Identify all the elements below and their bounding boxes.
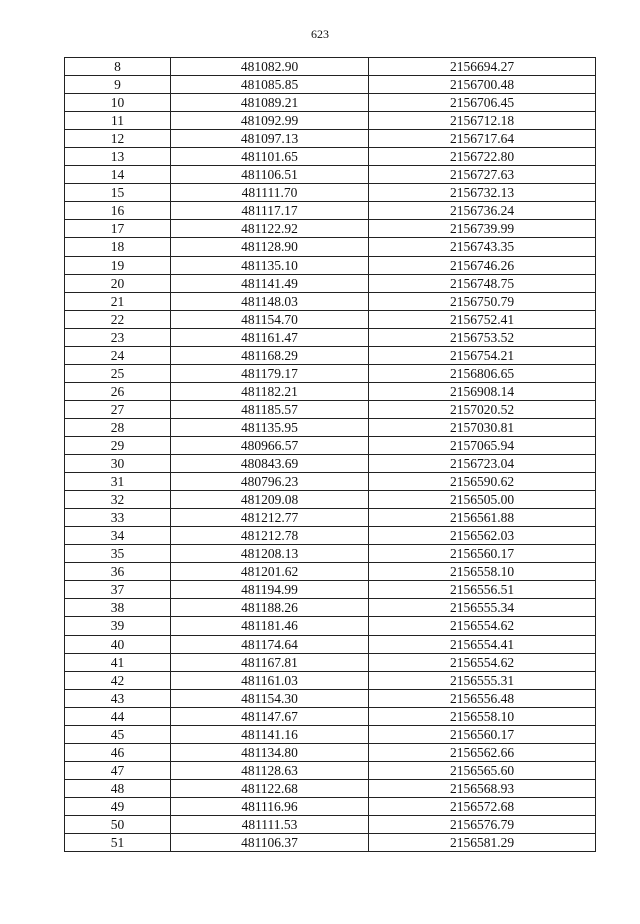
- table-row: [65, 581, 596, 599]
- y-coordinate-cell: 2156712.18: [369, 112, 596, 130]
- table-row: [65, 418, 596, 436]
- point-number-cell: 19: [65, 256, 171, 274]
- table-row: [65, 220, 596, 238]
- point-number-cell: 29: [65, 436, 171, 454]
- table-row: [65, 148, 596, 166]
- y-coordinate-cell: 2156746.26: [369, 256, 596, 274]
- point-number-cell: 20: [65, 274, 171, 292]
- x-coordinate-cell: 480843.69: [171, 455, 369, 473]
- x-coordinate-cell: 481194.99: [171, 581, 369, 599]
- point-number-cell: 21: [65, 292, 171, 310]
- table-row: [65, 617, 596, 635]
- y-coordinate-cell: 2156560.17: [369, 545, 596, 563]
- y-coordinate-cell: 2156565.60: [369, 761, 596, 779]
- y-coordinate-cell: 2156753.52: [369, 328, 596, 346]
- table-row: [65, 761, 596, 779]
- x-coordinate-cell: 481212.77: [171, 509, 369, 527]
- point-number-cell: 9: [65, 76, 171, 94]
- y-coordinate-cell: 2156562.03: [369, 527, 596, 545]
- y-coordinate-cell: 2156752.41: [369, 310, 596, 328]
- y-coordinate-cell: 2157020.52: [369, 400, 596, 418]
- x-coordinate-cell: 481182.21: [171, 382, 369, 400]
- x-coordinate-cell: 481188.26: [171, 599, 369, 617]
- y-coordinate-cell: 2156723.04: [369, 455, 596, 473]
- y-coordinate-cell: 2156739.99: [369, 220, 596, 238]
- x-coordinate-cell: 481117.17: [171, 202, 369, 220]
- table-row: [65, 779, 596, 797]
- y-coordinate-cell: 2156694.27: [369, 58, 596, 76]
- x-coordinate-cell: 481154.30: [171, 689, 369, 707]
- point-number-cell: 37: [65, 581, 171, 599]
- point-number-cell: 35: [65, 545, 171, 563]
- x-coordinate-cell: 481141.49: [171, 274, 369, 292]
- table-row: [65, 599, 596, 617]
- x-coordinate-cell: 481167.81: [171, 653, 369, 671]
- table-row: [65, 364, 596, 382]
- x-coordinate-cell: 481174.64: [171, 635, 369, 653]
- point-number-cell: 28: [65, 418, 171, 436]
- y-coordinate-cell: 2156556.48: [369, 689, 596, 707]
- y-coordinate-cell: 2156743.35: [369, 238, 596, 256]
- point-number-cell: 8: [65, 58, 171, 76]
- x-coordinate-cell: 481148.03: [171, 292, 369, 310]
- x-coordinate-cell: 481212.78: [171, 527, 369, 545]
- table-row: [65, 707, 596, 725]
- table-row: [65, 653, 596, 671]
- table-row: [65, 328, 596, 346]
- table-row: [65, 436, 596, 454]
- table-row: [65, 563, 596, 581]
- y-coordinate-cell: 2156554.62: [369, 653, 596, 671]
- y-coordinate-cell: 2156554.41: [369, 635, 596, 653]
- y-coordinate-cell: 2156732.13: [369, 184, 596, 202]
- x-coordinate-cell: 481101.65: [171, 148, 369, 166]
- y-coordinate-cell: 2156576.79: [369, 815, 596, 833]
- point-number-cell: 36: [65, 563, 171, 581]
- x-coordinate-cell: 481161.03: [171, 671, 369, 689]
- y-coordinate-cell: 2156505.00: [369, 491, 596, 509]
- y-coordinate-cell: 2157030.81: [369, 418, 596, 436]
- table-row: [65, 112, 596, 130]
- point-number-cell: 46: [65, 743, 171, 761]
- table-row: [65, 527, 596, 545]
- point-number-cell: 48: [65, 779, 171, 797]
- y-coordinate-cell: 2156590.62: [369, 473, 596, 491]
- point-number-cell: 47: [65, 761, 171, 779]
- x-coordinate-cell: 481141.16: [171, 725, 369, 743]
- table-row: [65, 545, 596, 563]
- y-coordinate-cell: 2156558.10: [369, 707, 596, 725]
- point-number-cell: 42: [65, 671, 171, 689]
- x-coordinate-cell: 481209.08: [171, 491, 369, 509]
- x-coordinate-cell: 481168.29: [171, 346, 369, 364]
- y-coordinate-cell: 2156556.51: [369, 581, 596, 599]
- point-number-cell: 30: [65, 455, 171, 473]
- y-coordinate-cell: 2156572.68: [369, 797, 596, 815]
- point-number-cell: 17: [65, 220, 171, 238]
- point-number-cell: 38: [65, 599, 171, 617]
- point-number-cell: 50: [65, 815, 171, 833]
- x-coordinate-cell: 481128.90: [171, 238, 369, 256]
- table-row: [65, 382, 596, 400]
- y-coordinate-cell: 2156562.66: [369, 743, 596, 761]
- point-number-cell: 16: [65, 202, 171, 220]
- point-number-cell: 14: [65, 166, 171, 184]
- x-coordinate-cell: 481122.68: [171, 779, 369, 797]
- x-coordinate-cell: 481181.46: [171, 617, 369, 635]
- table-row: [65, 76, 596, 94]
- table-row: [65, 184, 596, 202]
- point-number-cell: 13: [65, 148, 171, 166]
- point-number-cell: 32: [65, 491, 171, 509]
- y-coordinate-cell: 2156555.31: [369, 671, 596, 689]
- x-coordinate-cell: 481147.67: [171, 707, 369, 725]
- x-coordinate-cell: 481106.37: [171, 834, 369, 852]
- x-coordinate-cell: 481134.80: [171, 743, 369, 761]
- table-row: [65, 58, 596, 76]
- table-row: [65, 671, 596, 689]
- point-number-cell: 33: [65, 509, 171, 527]
- table-row: [65, 635, 596, 653]
- coordinates-table: [64, 57, 596, 852]
- x-coordinate-cell: 481111.70: [171, 184, 369, 202]
- table-row: [65, 455, 596, 473]
- x-coordinate-cell: 480796.23: [171, 473, 369, 491]
- point-number-cell: 51: [65, 834, 171, 852]
- point-number-cell: 10: [65, 94, 171, 112]
- x-coordinate-cell: 481089.21: [171, 94, 369, 112]
- table-row: [65, 238, 596, 256]
- point-number-cell: 43: [65, 689, 171, 707]
- y-coordinate-cell: 2156750.79: [369, 292, 596, 310]
- y-coordinate-cell: 2156581.29: [369, 834, 596, 852]
- table-row: [65, 256, 596, 274]
- x-coordinate-cell: 481185.57: [171, 400, 369, 418]
- table-row: [65, 400, 596, 418]
- x-coordinate-cell: 481135.95: [171, 418, 369, 436]
- point-number-cell: 39: [65, 617, 171, 635]
- x-coordinate-cell: 481122.92: [171, 220, 369, 238]
- x-coordinate-cell: 481085.85: [171, 76, 369, 94]
- y-coordinate-cell: 2156558.10: [369, 563, 596, 581]
- x-coordinate-cell: 481097.13: [171, 130, 369, 148]
- point-number-cell: 40: [65, 635, 171, 653]
- x-coordinate-cell: 481154.70: [171, 310, 369, 328]
- x-coordinate-cell: 481208.13: [171, 545, 369, 563]
- x-coordinate-cell: 481092.99: [171, 112, 369, 130]
- y-coordinate-cell: 2156806.65: [369, 364, 596, 382]
- y-coordinate-cell: 2156554.62: [369, 617, 596, 635]
- point-number-cell: 18: [65, 238, 171, 256]
- point-number-cell: 27: [65, 400, 171, 418]
- table-row: [65, 292, 596, 310]
- point-number-cell: 49: [65, 797, 171, 815]
- y-coordinate-cell: 2156908.14: [369, 382, 596, 400]
- y-coordinate-cell: 2156561.88: [369, 509, 596, 527]
- table-row: [65, 274, 596, 292]
- x-coordinate-cell: 481106.51: [171, 166, 369, 184]
- y-coordinate-cell: 2156727.63: [369, 166, 596, 184]
- y-coordinate-cell: 2156748.75: [369, 274, 596, 292]
- x-coordinate-cell: 481161.47: [171, 328, 369, 346]
- point-number-cell: 22: [65, 310, 171, 328]
- table-row: [65, 725, 596, 743]
- x-coordinate-cell: 481135.10: [171, 256, 369, 274]
- table-row: [65, 815, 596, 833]
- point-number-cell: 41: [65, 653, 171, 671]
- table-row: [65, 473, 596, 491]
- table-row: [65, 689, 596, 707]
- y-coordinate-cell: 2157065.94: [369, 436, 596, 454]
- x-coordinate-cell: 481116.96: [171, 797, 369, 815]
- table-row: [65, 166, 596, 184]
- x-coordinate-cell: 481179.17: [171, 364, 369, 382]
- table-row: [65, 491, 596, 509]
- point-number-cell: 26: [65, 382, 171, 400]
- y-coordinate-cell: 2156560.17: [369, 725, 596, 743]
- page-number: 623: [311, 27, 329, 41]
- x-coordinate-cell: 481082.90: [171, 58, 369, 76]
- point-number-cell: 44: [65, 707, 171, 725]
- table-row: [65, 509, 596, 527]
- point-number-cell: 23: [65, 328, 171, 346]
- y-coordinate-cell: 2156722.80: [369, 148, 596, 166]
- point-number-cell: 15: [65, 184, 171, 202]
- table-row: [65, 202, 596, 220]
- point-number-cell: 45: [65, 725, 171, 743]
- table-row: [65, 797, 596, 815]
- table-row: [65, 310, 596, 328]
- point-number-cell: 31: [65, 473, 171, 491]
- y-coordinate-cell: 2156568.93: [369, 779, 596, 797]
- point-number-cell: 24: [65, 346, 171, 364]
- point-number-cell: 25: [65, 364, 171, 382]
- table-row: [65, 834, 596, 852]
- point-number-cell: 34: [65, 527, 171, 545]
- point-number-cell: 12: [65, 130, 171, 148]
- y-coordinate-cell: 2156555.34: [369, 599, 596, 617]
- table-row: [65, 94, 596, 112]
- point-number-cell: 11: [65, 112, 171, 130]
- y-coordinate-cell: 2156754.21: [369, 346, 596, 364]
- y-coordinate-cell: 2156700.48: [369, 76, 596, 94]
- x-coordinate-cell: 481201.62: [171, 563, 369, 581]
- table-row: [65, 743, 596, 761]
- y-coordinate-cell: 2156717.64: [369, 130, 596, 148]
- x-coordinate-cell: 481128.63: [171, 761, 369, 779]
- x-coordinate-cell: 480966.57: [171, 436, 369, 454]
- table-row: [65, 130, 596, 148]
- table-row: [65, 346, 596, 364]
- y-coordinate-cell: 2156736.24: [369, 202, 596, 220]
- coordinates-table-body: [65, 58, 596, 852]
- y-coordinate-cell: 2156706.45: [369, 94, 596, 112]
- x-coordinate-cell: 481111.53: [171, 815, 369, 833]
